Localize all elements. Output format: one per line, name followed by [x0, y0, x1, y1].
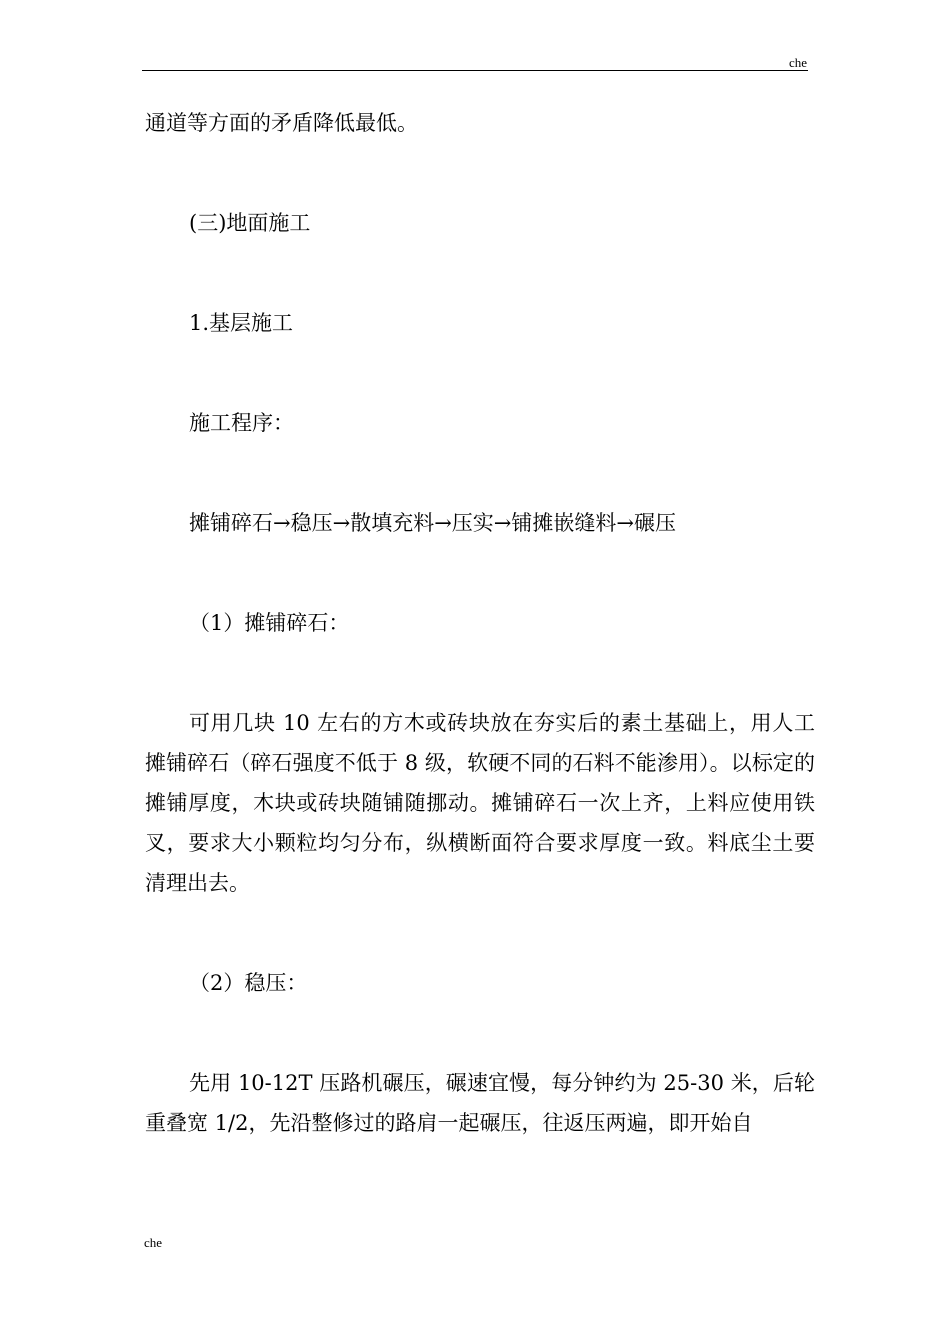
- document-body: [145, 103, 815, 1143]
- section-heading: (三)地面施工: [189, 211, 311, 235]
- procedure-label: 施工程序：: [189, 411, 294, 435]
- page-footer: che: [144, 1235, 163, 1250]
- page-header: che: [788, 55, 807, 70]
- subsection-heading: 1.基层施工: [189, 311, 294, 335]
- step-heading-2: （2）稳压：: [189, 971, 308, 995]
- step-heading-1: （1）摊铺碎石：: [189, 611, 350, 635]
- header-rule: [142, 70, 808, 71]
- paragraph-continuation: 通道等方面的矛盾降低最低。: [145, 111, 418, 135]
- procedure-steps: 摊铺碎石→稳压→散填充料→压实→铺摊嵌缝料→碾压: [189, 511, 676, 535]
- step-body-2: 先用 10-12T 压路机碾压，碾速宜慢，每分钟约为 25-30 米，后轮重叠宽 1/2，先沿整修过的路肩一起碾压，往返压两遍，即开始自: [145, 1071, 815, 1135]
- step-body-1: 可用几块 10 左右的方木或砖块放在夯实后的素土基础上，用人工摊铺碎石（碎石强度不低于 8 级，软硬不同的石料不能渗用）。以标定的摊铺厚度，木块或砖块随铺随挪动。摊铺碎石一次上齐，上料应使用铁叉，要求大小颗粒均匀分布，纵横断面符合要求厚度一致。料底尘土要清理出去。: [145, 711, 815, 895]
